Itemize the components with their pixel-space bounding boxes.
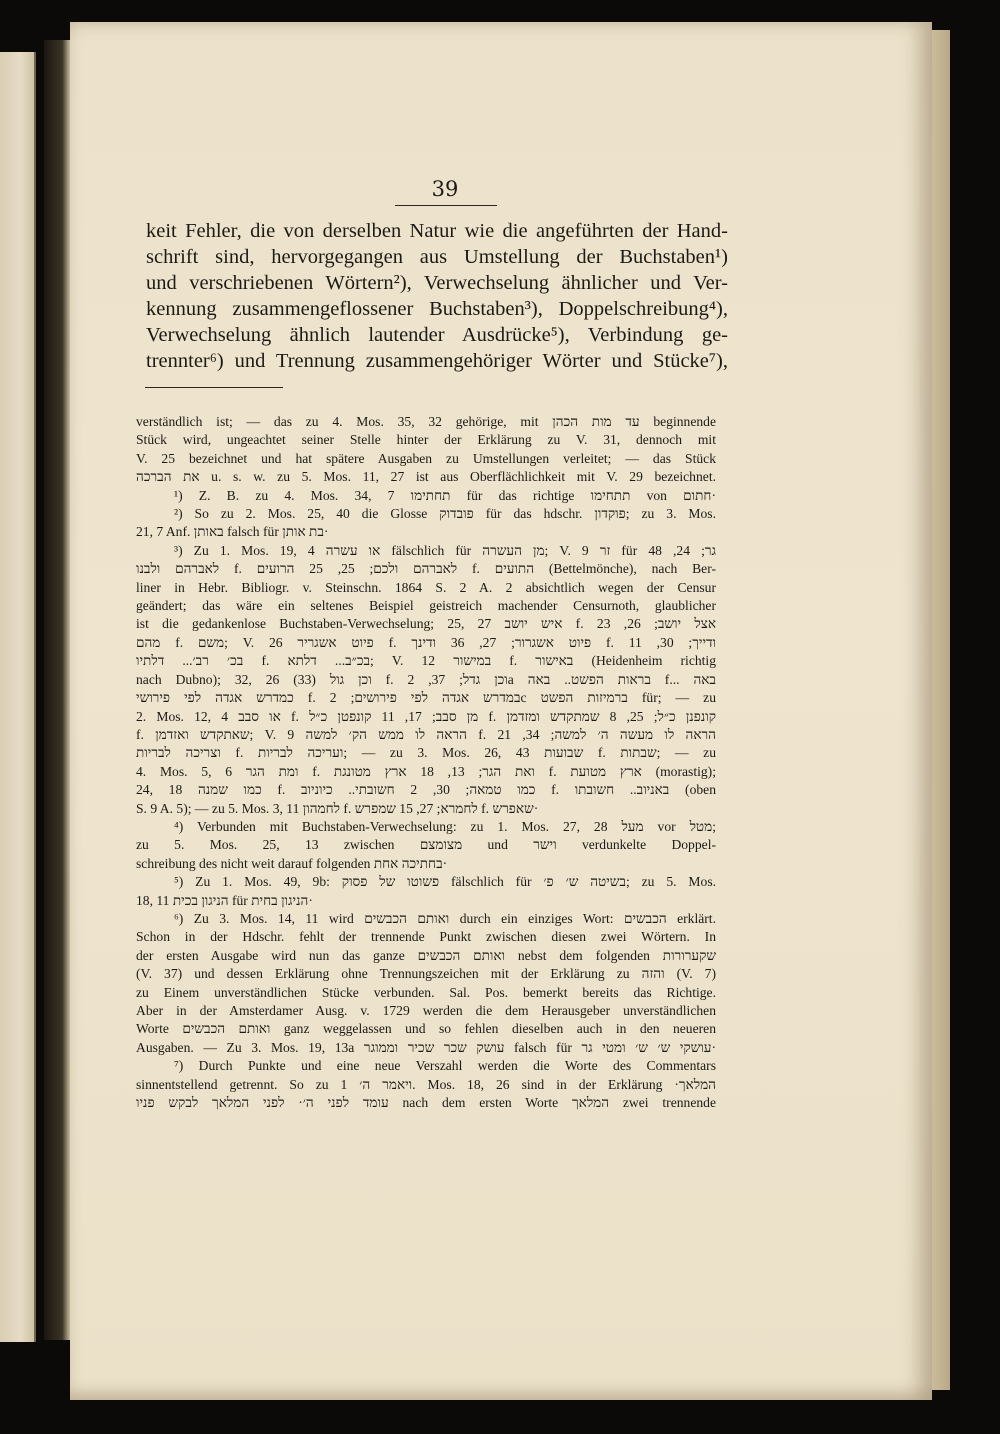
footnote-line: ⁷) Durch Punkte und eine neue Verszahl werden die Worte des Commentars	[174, 1058, 716, 1074]
footnote-line: מהם f. משם; V. 26 פיוט אשגריר f. פיוט אשגרור; 27, 36 ודינך f. ודייך; 30, 11	[136, 634, 716, 650]
footnote-line: ³) Zu 1. Mos. 19, 4 או עשרה fälschlich für מן העשרה; V. 9 זר für גר; 24, 48	[174, 542, 716, 558]
footnote-line: (V. 37) und dessen Erklärung ohne Trennungszeichen mit der Erklärung zu והזה (V. 7)	[136, 966, 716, 982]
footnote-line: zu 5. Mos. 25, 13 zwischen מצומצם und וישר verdunkelte Doppel-	[136, 837, 716, 853]
footnote-line: עומד לפני ה׳· לפני המלאך לבקש פניו nach dem ersten Worte המלאך zwei trennende	[136, 1095, 716, 1111]
footnote-line: nach Dubno); 32, 26 (33) וכן גול f. וכן גדל; 37, 2a בראות הפשט.. באה f... באה	[136, 671, 716, 687]
main-line: Verwechselung ähnlich lautender Ausdrücke⁵), Verbindung ge-	[146, 324, 728, 346]
main-line: schrift sind, hervorgegangen aus Umstellung der Buchstaben¹)	[146, 246, 728, 268]
footnote-line: schreibung des nicht weit darauf folgenden בחתיכה אחת·	[136, 855, 448, 871]
left-page-edge	[0, 52, 36, 1342]
footnote-line: Aber in der Amsterdamer Ausg. v. 1729 werden die dem Herausgeber unverständlichen	[136, 1003, 716, 1018]
footnote-line: את הברכה u. s. w. zu 5. Mos. 11, 27 ist aus Oberflächlichkeit mit V. 29 bezeichnet.	[136, 469, 716, 485]
footnote-line: 24, 18 כמו שמנה f. כמו טמאה; 30, 2 חשובתי.. כיוניוב f. באניוב.. חשובתו (oben	[136, 782, 716, 798]
right-page-edge	[932, 30, 950, 1390]
main-line: trennter⁶) und Trennung zusammengehöriger Wörter und Stücke⁷),	[146, 350, 728, 372]
footnote-line: וצריכה לבריות f. ועריכה לבריות; — zu 3. Mos. 26, 43 שבועות f. שבתות; — zu	[136, 745, 716, 761]
footnote-line: S. 9 A. 5); — zu 5. Mos. 3, 11 לחמהון f. לחמרא; 27, 15 שמפרש f. שאפרש·	[136, 800, 539, 816]
main-line: und verschriebenen Wörtern²), Verwechselung ähnlicher und Ver-	[146, 272, 728, 294]
footnote-line: ist die gedankenlose Buchstaben-Verwechselung; 25, 27 איש יושב f. אצל יושב; 26, 23	[136, 616, 716, 632]
footnote-line: ⁴) Verbunden mit Buchstaben-Verwechselung: zu 1. Mos. 27, 28 מעל vor מטל;	[174, 818, 716, 834]
footnote-line: f. שאתקדש ואזדמן; V. 9 הראה לו ממש הק׳ למשה f. הראה לו מעשה ה׳ למשה; 34, 21	[136, 726, 716, 742]
footnote-line: 18, 11 הניגון בכית für הניגון בחית·	[136, 892, 313, 908]
footnote-line: ²) So zu 2. Mos. 25, 40 die Glosse פובדוק für das hdschr. פוקדון; zu 3. Mos.	[174, 506, 716, 522]
footnote-line: liner in Hebr. Bibliogr. v. Steinschn. 1864 S. 2 A. 2 absichtlich wegen der Censur	[136, 579, 716, 595]
main-line: keit Fehler, die von derselben Natur wie die angeführten der Hand-	[146, 220, 728, 242]
main-text	[146, 218, 728, 374]
footnote-line: geändert; das wäre ein seltenes Beispiel geistreich machender Censurnoth, glaublicher	[136, 598, 716, 614]
footnote-separator	[145, 387, 283, 388]
footnote-line: 4. Mos. 5, 6 ומת הגר f. ואת הגר; 13, 18 ארץ מטונגת f. ארץ מטועת (morastig);	[136, 763, 716, 779]
book-binding	[44, 40, 70, 1340]
footnote-line: zu Einem unverständlichen Stücke verbunden. Sal. Pos. bemerkt bereits das Richtige.	[136, 984, 716, 1000]
footnote-line: V. 25 bezeichnet und hat spätere Ausgaben zu Umstellungen verleitet; — das Stück	[136, 450, 716, 466]
footnote-line: כמדרש אגדה לפי פירושי f. במדרש אגדה לפי פירושים; 2c ברמיזות הפשט für; — zu	[136, 690, 716, 706]
footnote-line: ¹) Z. B. zu 4. Mos. 34, 7 תחתימו für das richtige תתחימו von חתום·	[174, 487, 716, 503]
footnotes	[136, 413, 716, 1112]
main-line: kennung zusammengeflossener Buchstaben³), Doppelschreibung⁴),	[146, 298, 728, 320]
footnote-line: der ersten Ausgabe wird nun das ganze ואותם הכבשים nebst dem folgenden שקערורות	[136, 947, 716, 963]
footnote-line: 2. Mos. 12, 4 או סבב f. מן סבב; 17, 11 קונפטן כ״ל f. קונפנן כ״ל; 25, 8 שמתקדש ומזדמן	[136, 708, 716, 724]
footnote-line: Schon in der Hdschr. fehlt der trennende Punkt zwischen diesen zwei Wörtern. In	[136, 929, 716, 945]
footnote-line: ⁵) Zu 1. Mos. 49, 9b: פשוטו של פסוק fälschlich für בשיטה ש׳ פ׳; zu 5. Mos.	[174, 874, 716, 890]
page-number: 39	[431, 177, 459, 201]
footnote-line: ⁶) Zu 3. Mos. 14, 11 wird ואותם הכבשים durch ein einziges Wort: הכבשים erklärt.	[174, 910, 716, 926]
footnote-line: 21, 7 Anf. באותן falsch für בת אותן·	[136, 524, 329, 540]
footnote-line: לאברהם ולבנו f. לאברהם ולכם; 25, 25 הרועים f. התועים (Bettelmönche), nach Ber-	[136, 561, 716, 577]
footnote-line: בכ׳ רב׳... דלתיו f. בכ״ב... דלתא; V. 12 במישור f. באישור (Heidenheim richtig	[136, 653, 716, 669]
footnote-line: Ausgaben. — Zu 3. Mos. 19, 13a עושק שכר שכיר וממוגר falsch für עושקי ש׳ ש׳ ומטי גר·	[136, 1039, 716, 1055]
footnote-line: verständlich ist; — das zu 4. Mos. 35, 32 gehörige, mit עד מות הכהן beginnende	[136, 414, 716, 429]
footnote-line: sinnentstellend getrennt. So zu ויאמר ה׳ 1. Mos. 18, 26 sind in der Erklärung ·המלאך	[136, 1076, 716, 1092]
header-rule	[395, 205, 497, 206]
footnote-line: Stück wird, ungeachtet seiner Stelle hinter der Erklärung zu V. 31, dennoch mit	[136, 432, 716, 448]
footnote-line: Worte ואותם הכבשים ganz weggelassen und so fehlen dieselben auch in den neueren	[136, 1021, 716, 1037]
